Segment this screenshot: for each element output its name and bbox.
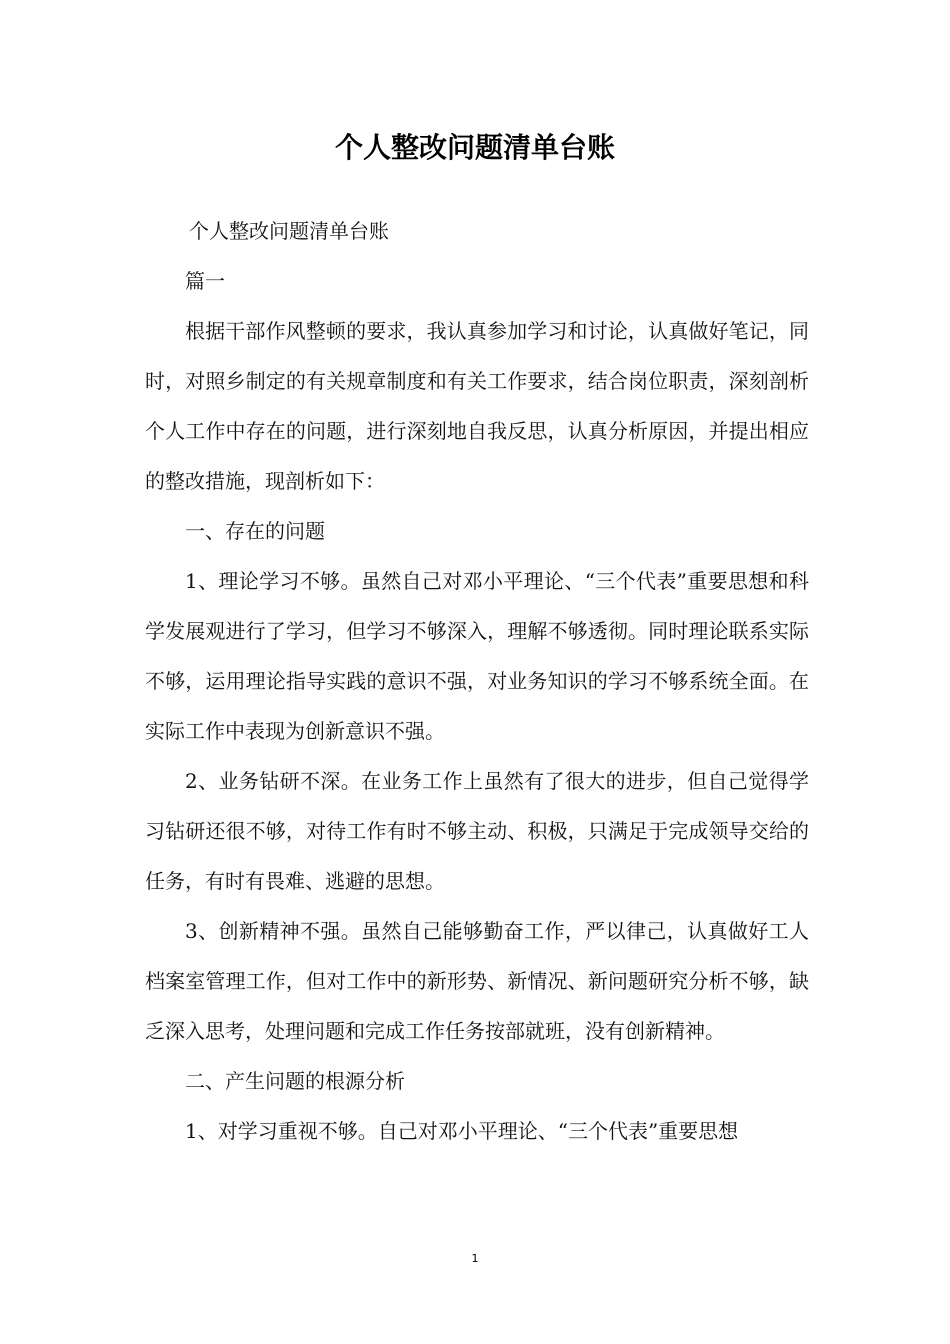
paragraph: 根据干部作风整顿的要求，我认真参加学习和讨论，认真做好笔记，同时，对照乡制定的有关规章制度和有关工作要求，结合岗位职责，深刻剖析个人工作中存在的问题，进行深刻地自我反思，认真分析原因，并提出相应的整改措施，现剖析如下： (145, 319, 809, 493)
section-heading: 二、产生问题的根源分析 (185, 1069, 405, 1093)
document-title: 个人整改问题清单台账 (334, 131, 615, 164)
section-heading: 一、存在的问题 (185, 519, 325, 543)
paragraph: 1、对学习重视不够。自己对邓小平理论、“三个代表”重要思想 (185, 1119, 739, 1143)
page-number: 1 (471, 1252, 479, 1265)
paragraph: 2、业务钻研不深。在业务工作上虽然有了很大的进步，但自己觉得学习钻研还很不够，对待工作有时不够主动、积极，只满足于完成领导交给的任务，有时有畏难、逃避的思想。 (145, 769, 809, 893)
document-subtitle: 个人整改问题清单台账 (189, 219, 389, 243)
paragraph: 篇一 (185, 269, 225, 293)
document-body (145, 206, 809, 1156)
paragraph: 1、理论学习不够。虽然自己对邓小平理论、“三个代表”重要思想和科学发展观进行了学习，但学习不够深入，理解不够透彻。同时理论联系实际不够，运用理论指导实践的意识不强，对业务知识的学习不够系统全面。在实际工作中表现为创新意识不强。 (145, 569, 809, 743)
paragraph: 3、创新精神不强。虽然自己能够勤奋工作，严以律己，认真做好工人档案室管理工作，但对工作中的新形势、新情况、新问题研究分析不够，缺乏深入思考，处理问题和完成工作任务按部就班，没有创新精神。 (145, 919, 809, 1043)
